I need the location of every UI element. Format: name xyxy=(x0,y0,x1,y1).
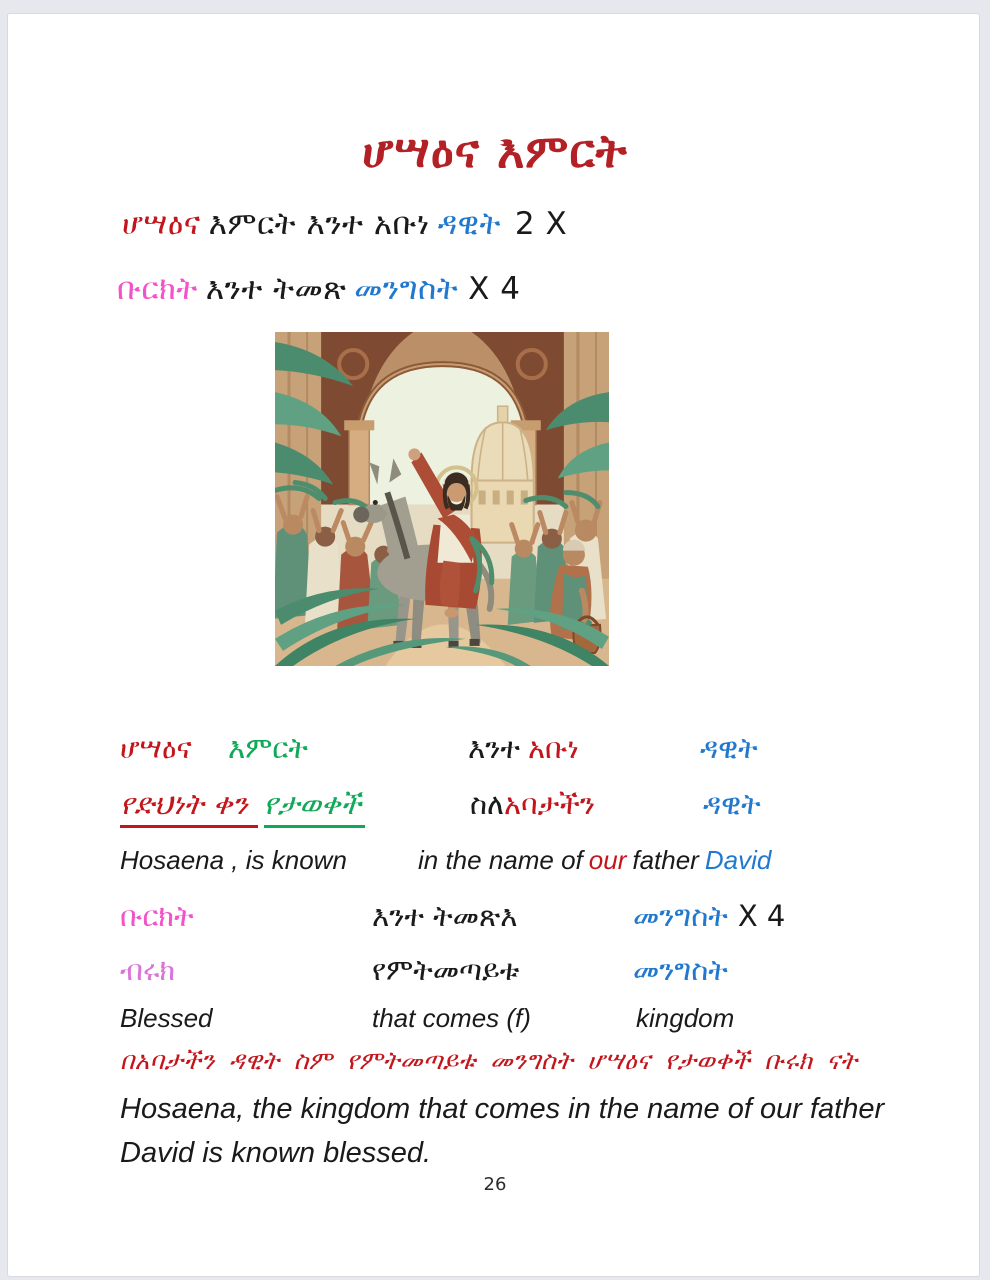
page-number: 26 xyxy=(483,1174,507,1195)
verse2-col2 xyxy=(470,787,595,822)
verse2-salvation-day: የድህነት ቀን xyxy=(120,787,258,828)
verse5-that-comes: የምትመጣይቱ xyxy=(372,953,520,987)
verse2-of: ስለ xyxy=(470,787,505,821)
verse3-father: father xyxy=(632,845,699,875)
verse6-blessed: Blessed xyxy=(120,1003,213,1033)
summary-amharic: በአባታችን ዳዊት ስም የምትመጣይቱ መንግስት ሆሣዕና የታወቀች ቡሩክ ናት xyxy=(120,1046,858,1075)
chorus1-hosanna: ሆሣዕና xyxy=(122,206,201,242)
chorus-line-2 xyxy=(117,271,520,308)
verse2-col1 xyxy=(120,787,365,828)
chorus2-blessed: ቡርክት xyxy=(117,271,198,307)
chorus-line-1 xyxy=(122,206,567,243)
verse1-hosanna: ሆሣዕና xyxy=(120,731,192,765)
verse6-that-comes: that comes (f) xyxy=(372,1003,531,1033)
verse3-david: David xyxy=(704,845,772,875)
chorus2-repeat: X 4 xyxy=(468,271,521,307)
verse3-in-the-name-of: in the name of xyxy=(418,845,583,875)
verse4-blessed: ቡርክት xyxy=(120,899,194,933)
chorus1-middle: እምርት እንተ አቡነ xyxy=(208,206,430,242)
verse4-kingdom: መንግስት xyxy=(633,899,728,933)
page-title: ሆሣዕና እምርት xyxy=(362,124,628,178)
verse1-father: አቡነ xyxy=(527,731,579,765)
verse2-known: የታወቀች xyxy=(264,787,365,828)
verse6-kingdom: kingdom xyxy=(636,1003,735,1033)
verse1-col2 xyxy=(468,731,579,766)
chorus1-repeat: 2 X xyxy=(514,206,568,242)
verse2-our-father: አባታችን xyxy=(504,787,596,821)
verse4-repeat: X 4 xyxy=(737,899,786,933)
verse1-known: እምርት xyxy=(228,731,308,765)
verse2-david: ዳዊት xyxy=(703,787,761,821)
palm-sunday-illustration xyxy=(275,332,609,666)
verse4-col3 xyxy=(633,899,785,934)
verse3-our: our xyxy=(588,845,627,875)
chorus1-david: ዳዊት xyxy=(437,206,501,242)
verse3-col1: Hosaena , is known xyxy=(120,845,347,875)
verse3-col2 xyxy=(418,845,771,876)
verse5-blessed: ብሩክ xyxy=(120,953,176,987)
verse4-that-comes: እንተ ትመጽእ xyxy=(372,899,518,933)
chorus2-middle: እንተ ትመጽ xyxy=(205,271,347,307)
verse1-david: ዳዊት xyxy=(700,731,758,765)
verse5-kingdom: መንግስት xyxy=(633,953,728,987)
summary-english: Hosaena, the kingdom that comes in the name of our father David is known blessed. xyxy=(120,1093,885,1169)
verse1-inthe: እንተ xyxy=(468,731,520,765)
chorus2-kingdom: መንግስት xyxy=(354,271,459,307)
